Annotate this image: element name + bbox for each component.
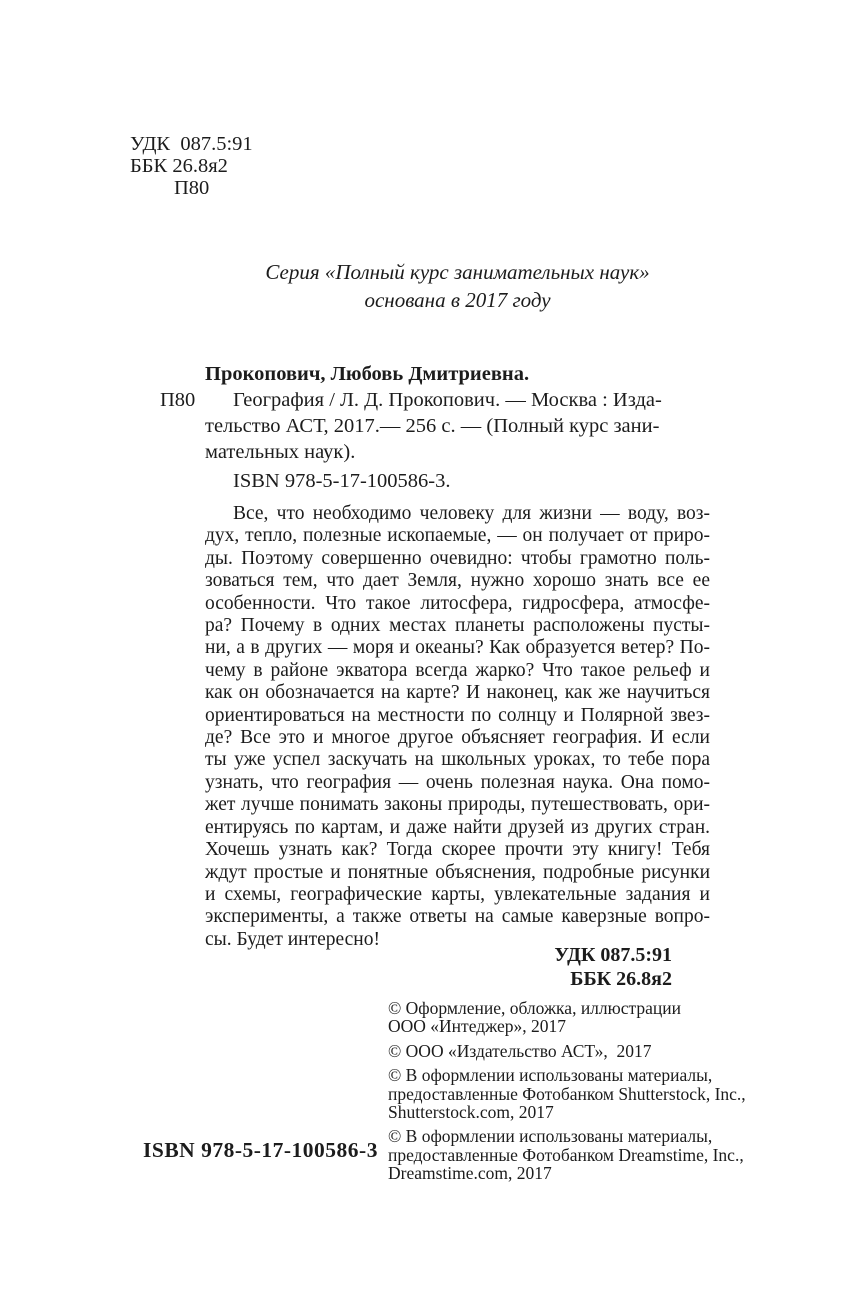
- text-line: де? Все это и многое другое объясняет география. И если: [205, 727, 710, 749]
- series-line-1: Серия «Полный курс занимательных наук»: [265, 260, 650, 284]
- copyright-line: Shutterstock.com, 2017: [388, 1102, 554, 1123]
- text-line: ра? Почему в одних местах планеты расположены пусты-: [205, 615, 710, 637]
- text-line: ды. Поэтому совершенно очевидно: чтобы грамотно поль-: [205, 547, 710, 569]
- bottom-cataloguing-codes: [205, 944, 672, 991]
- annotation-paragraph: [205, 503, 710, 951]
- text-line: узнать, что география — очень полезная наука. Она помо-: [205, 771, 710, 793]
- series-line-2: основана в 2017 году: [364, 288, 551, 312]
- text-line: чему в районе экватора всегда жарко? Что такое рельеф и: [205, 659, 710, 681]
- text-line: особенности. Что такое литосфера, гидросфера, атмосфе-: [205, 592, 710, 614]
- copyright-line: предоставленные Фотобанком Dreamstime, Inc.,: [388, 1144, 744, 1165]
- text-line: ентируясь по картам, и даже найти друзей из других стран.: [205, 816, 710, 838]
- text-line: и схемы, географические карты, увлекательные задания и: [205, 883, 710, 905]
- copyright-line: © В оформлении использованы материалы,: [388, 1126, 713, 1147]
- text-line: мательных наук).: [205, 441, 356, 463]
- copyright-line: Dreamstime.com, 2017: [388, 1163, 552, 1184]
- copyright-line: © ООО «Издательство АСТ», 2017: [388, 1040, 652, 1061]
- author-sign-code: П80: [174, 177, 210, 199]
- text-line: ты уже успел заскучать на школьных уроках, то тебе пора: [205, 749, 710, 771]
- copyright-line: © Оформление, обложка, иллюстрации: [388, 998, 681, 1018]
- isbn-line: ISBN 978-5-17-100586-3.: [233, 470, 451, 492]
- bbk-code: ББК 26.8я2: [130, 155, 228, 177]
- series-note: [205, 258, 710, 314]
- text-line: зоваться тем, что дает Земля, нужно хорошо знать все ее: [205, 570, 710, 592]
- copyright-block: [388, 999, 768, 1189]
- udk-code: УДК 087.5:91: [130, 133, 253, 155]
- text-line: как он обозначается на карте? И наконец, как же научиться: [205, 682, 710, 704]
- top-cataloguing-codes: [130, 133, 253, 199]
- author-heading: Прокопович, Любовь Дмитриевна.: [205, 363, 530, 385]
- isbn-bottom: ISBN 978-5-17-100586-3: [143, 1138, 378, 1162]
- text-line: сы. Будет интересно!: [205, 928, 380, 950]
- copyright-line: ООО «Интеджер», 2017: [388, 1016, 567, 1037]
- catalog-card: [160, 361, 710, 494]
- text-line: эксперименты, а также ответы на самые каверзные вопро-: [205, 906, 710, 928]
- copyright-entry: [388, 999, 768, 1036]
- bbk-code-bold: ББК 26.8я2: [570, 967, 672, 990]
- text-line: ориентироваться на местности по солнцу и Полярной звез-: [205, 704, 710, 726]
- text-line: География / Л. Д. Прокопович. — Москва : Изда-: [233, 389, 662, 411]
- margin-author-sign: П80: [160, 389, 196, 411]
- text-line: Хочешь узнать как? Тогда скорее прочти эту книгу! Тебя: [205, 839, 710, 861]
- udk-code-bold: УДК 087.5:91: [554, 944, 672, 966]
- text-line: ни, а в других — моря и океаны? Как образуется ветер? По-: [205, 637, 710, 659]
- copyright-entry: [388, 1066, 768, 1121]
- copyright-line: © В оформлении использованы материалы,: [388, 1065, 713, 1086]
- bibliographic-description: [205, 387, 710, 465]
- text-line: Все, что необходимо человеку для жизни — воду, воз-: [233, 503, 710, 524]
- text-line: дух, тепло, полезные ископаемые, — он получает от приро-: [205, 525, 710, 547]
- copyright-entry: [388, 1042, 768, 1060]
- text-line: тельство АСТ, 2017.— 256 с. — (Полный курс зани-: [205, 415, 660, 437]
- text-line: жет лучше понимать законы природы, путешествовать, ори-: [205, 794, 710, 816]
- copyright-line: предоставленные Фотобанком Shutterstock, Inc.,: [388, 1083, 746, 1104]
- text-line: ждут простые и понятные объяснения, подробные рисунки: [205, 861, 710, 883]
- copyright-entry: [388, 1127, 768, 1182]
